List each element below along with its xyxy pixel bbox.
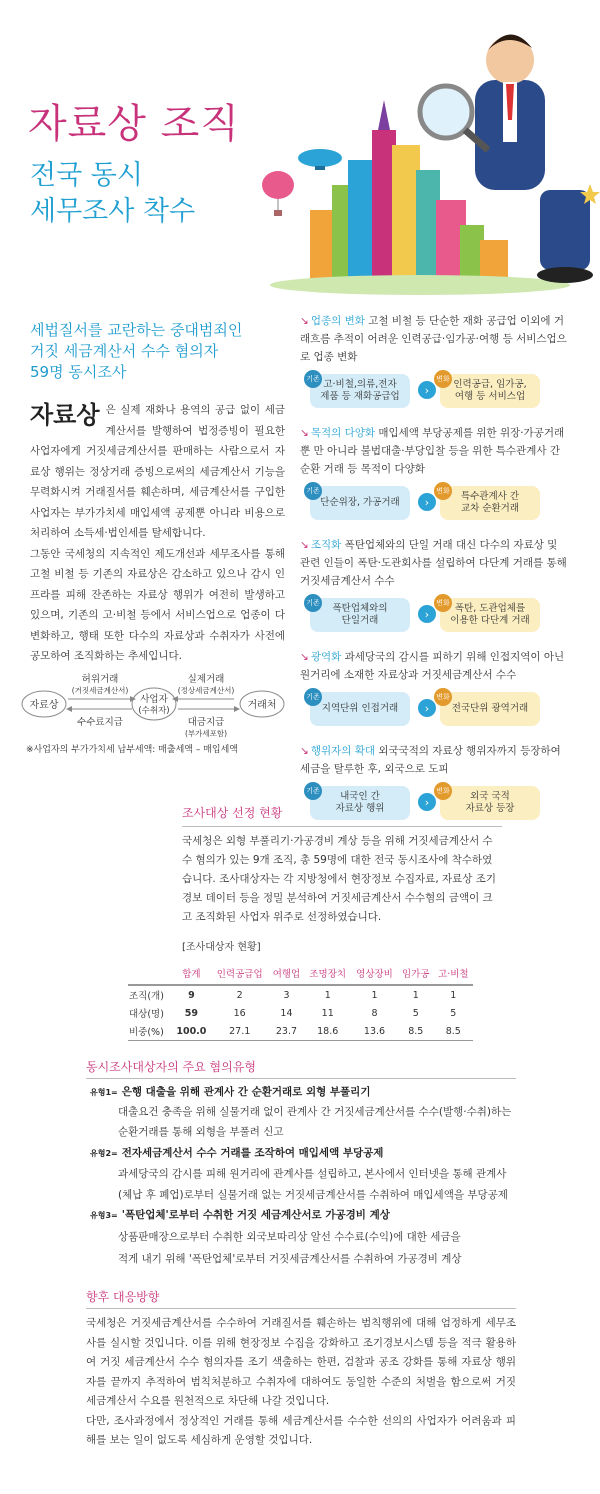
change-key: 목적의 다양화 xyxy=(310,427,376,439)
after-box xyxy=(436,374,540,408)
change-heading xyxy=(300,536,570,590)
table-cell: 59 xyxy=(184,1007,198,1019)
flow-node-left-label: 자료상 xyxy=(29,700,59,711)
divider xyxy=(86,1308,516,1309)
flow-node-mid-label-1: 사업자 xyxy=(140,694,168,705)
selection-title: 조사대상 선정 현황 xyxy=(182,806,283,820)
change-desc: 외국국적의 자료상 행위자까지 등장하여 세금을 탈루한 후, 외국으로 도피 xyxy=(300,745,561,775)
body-paragraph-2: 그동안 국세청의 지속적인 제도개선과 세무조사를 통해 고철 비철 등 기존의 자료상은 감소하고 있으나 감시 인프라를 피해 잔존하는 자료상 행위가 여전히 발생하고 있으며, 기존의 고·비철 등에서 서비스업으로 업종이 다변화하고, 행태 또한 다수의 자료상과 수취자가 사전에 공모하여 조직화하는 추세입니다. xyxy=(30,547,285,662)
table-cell: 8.5 xyxy=(398,1022,434,1041)
future-title: 향후 대응방향 xyxy=(86,1290,160,1304)
after-tag: 변화 xyxy=(434,782,452,800)
future-paragraph-2: 다만, 조사과정에서 정상적인 거래를 통해 세금계산서를 수수한 선의의 사업자가 어려움과 피해를 보는 일이 없도록 세심하게 운영할 것입니다. xyxy=(86,1414,516,1446)
table-cell: 비중(%) xyxy=(128,1022,172,1041)
type-item-2 xyxy=(90,1143,520,1164)
table-cell: 23.7 xyxy=(269,1022,305,1041)
type-head: '폭탄업체'로부터 수취한 거짓 세금계산서로 가공경비 계상 xyxy=(121,1209,390,1221)
before-tag: 기존 xyxy=(304,782,322,800)
corner-arrow-icon: ↘ xyxy=(300,427,309,439)
after-box xyxy=(436,598,540,632)
table-header: 인력공급업 xyxy=(216,969,263,980)
flow-node-right-label: 거래처 xyxy=(247,700,277,711)
blimp-icon xyxy=(298,149,342,170)
type-item-1 xyxy=(90,1082,520,1103)
after-box xyxy=(436,486,540,520)
flow-sub-fake: (거짓세금계산서) xyxy=(71,686,129,695)
change-heading xyxy=(300,742,570,778)
change-compare-row xyxy=(306,484,570,526)
flow-sub-payment: (부가세포함) xyxy=(184,729,228,738)
page-title: 자료상 조직 xyxy=(28,101,240,147)
after-box xyxy=(436,692,540,726)
type-head: 전자세금계산서 수수 거래를 조작하여 매입세액 부당공제 xyxy=(121,1147,384,1159)
table-header xyxy=(128,962,172,985)
table-row xyxy=(128,985,473,1004)
table-header: 여행업 xyxy=(272,969,301,980)
balloon-icon xyxy=(262,171,294,216)
corner-arrow-icon: ↘ xyxy=(300,315,309,327)
change-compare-row xyxy=(306,596,570,638)
change-heading xyxy=(300,648,570,684)
arrow-right-icon: › xyxy=(418,699,436,717)
future-paragraph-1: 국세청은 거짓세금계산서를 수수하여 거래질서를 훼손하는 범칙행위에 대해 엄정하게 세무조사를 실시할 것입니다. 이를 위해 현장정보 수집을 강화하고 조기경보시스템 등을 적극 활용하여 거짓 세금계산서 수수 혐의자를 조기 색출하는 한편, 검찰과 공조 강화를 통해 자료상 행위자를 끝까지 추적하여 범칙처분하고 수취자에 대하여도 동일한 수준의 처벌을 함으로써 거짓 세금계산서 수요를 원천적으로 차단해 나갈 것입니다. xyxy=(86,1317,516,1407)
before-tag: 기존 xyxy=(304,370,322,388)
flow-label-fake: 허위거래 xyxy=(81,674,119,685)
table-cell: 1 xyxy=(434,985,473,1004)
change-desc: 폭탄업체와의 단일 거래 대신 다수의 자료상 및 관련 인들이 폭탄·도관회사를 설립하여 다단계 거래를 통해 거짓세금계산서 수수 xyxy=(300,539,567,587)
change-compare-row xyxy=(306,372,570,414)
subtitle-line-1: 전국 동시 xyxy=(30,160,143,191)
type-desc-3a: 상품판매장으로부터 수취한 외국보따리상 알선 수수료(수익)에 대한 세금을 xyxy=(118,1231,461,1243)
body-paragraph-1: 은 실제 재화나 용역의 공급 없이 세금계산서를 발행하여 법정증빙이 필요한 사업자에게 거짓세금계산서를 판매하는 사람으로서 자료상 행위는 정상거래 증빙으로써의 세금계산서 기능을 무력화시켜 거래질서를 훼손하며, 세금계산서를 구입한 사업자는 부가가치세 매입세액 공제뿐 아니라 비용으로 처리하여 소득세·법인세를 탈세합니다. xyxy=(30,404,285,539)
table-cell: 9 xyxy=(172,985,211,1004)
future-text xyxy=(86,1314,516,1451)
type-desc-1a: 대출요건 충족을 위해 실물거래 없이 관계사 간 거짓세금계산서를 수수(발행·수취)하는 xyxy=(118,1106,512,1118)
table-cell: 5 xyxy=(450,1007,457,1019)
after-tag: 변화 xyxy=(434,370,452,388)
table-cell: 18.6 xyxy=(304,1022,351,1041)
table-cell: 100.0 xyxy=(172,1022,211,1041)
body-text xyxy=(30,400,285,667)
table-cell: 대상(명) xyxy=(129,1009,164,1020)
table-cell: 1 xyxy=(304,985,351,1004)
flow-label-fee: 수수료지급 xyxy=(77,717,123,728)
corner-arrow-icon: ↘ xyxy=(300,539,309,551)
after-tag: 변화 xyxy=(434,688,452,706)
type-label: 유형2= xyxy=(90,1149,118,1158)
type-desc-2a: 과세당국의 감시를 피해 원거리에 관계사를 설립하고, 본사에서 인터넷을 통해 관계사 xyxy=(118,1168,507,1180)
ground xyxy=(270,275,570,295)
lead-line-2: 거짓 세금계산서 수수 혐의자 xyxy=(30,342,219,360)
table-cell: 11 xyxy=(321,1007,334,1019)
corner-arrow-icon: ↘ xyxy=(300,651,309,663)
table-header: 임가공 xyxy=(401,969,430,980)
type-label: 유형1= xyxy=(90,1088,118,1097)
type-desc-1b: 순환거래를 통해 외형을 부풀려 신고 xyxy=(118,1126,284,1138)
flow-sub-real: (정상세금계산서) xyxy=(177,686,235,695)
target-table xyxy=(128,962,473,1041)
flow-note: ※사업자의 부가가치세 납부세액: 매출세액 – 매입세액 xyxy=(26,745,238,755)
subtitle-line-2: 세무조사 착수 xyxy=(30,196,196,227)
change-compare-row xyxy=(306,690,570,732)
before-text: 단순위장, 가공거래 xyxy=(320,497,400,508)
before-text: 고·비철,의류,전자 제품 등 재화공급업 xyxy=(320,379,400,402)
table-cell: 16 xyxy=(233,1007,246,1019)
flow-node-mid-label-2: (수취자) xyxy=(138,706,170,716)
table-cell: 8.5 xyxy=(434,1022,473,1041)
divider xyxy=(182,826,502,827)
table-cell: 1 xyxy=(351,985,398,1004)
change-key: 조직화 xyxy=(310,539,342,551)
before-box xyxy=(306,786,410,820)
type-desc-2b: (체납 후 폐업)로부터 실물거래 없는 거짓세금계산서를 수취하여 매입세액을 부당공제 xyxy=(118,1189,508,1201)
lead-line-3: 59명 동시조사 xyxy=(30,363,127,381)
change-compare-row xyxy=(306,784,570,826)
table-row xyxy=(128,1022,473,1041)
lead-heading xyxy=(30,320,280,383)
table-header: 고·비철 xyxy=(438,969,469,980)
table-cell: 2 xyxy=(211,985,269,1004)
table-cell: 14 xyxy=(280,1007,293,1019)
table-cell: 3 xyxy=(269,985,305,1004)
after-text: 폭탄, 도관업체를 이용한 다단계 거래 xyxy=(450,603,530,626)
divider xyxy=(86,1078,516,1079)
before-tag: 기존 xyxy=(304,688,322,706)
arrow-right-icon: › xyxy=(418,381,436,399)
table-caption: [조사대상자 현황] xyxy=(182,942,261,953)
corner-arrow-icon: ↘ xyxy=(300,745,309,757)
table-header: 영상장비 xyxy=(356,969,393,980)
dropcap: 자료상 xyxy=(30,400,100,429)
changes-column xyxy=(300,312,570,836)
change-key: 행위자의 확대 xyxy=(310,745,376,757)
table-cell: 13.6 xyxy=(351,1022,398,1041)
table-cell: 5 xyxy=(412,1007,419,1019)
table-header: 합계 xyxy=(182,969,201,980)
lead-line-1: 세법질서를 교란하는 중대범죄인 xyxy=(30,321,243,339)
flow-label-real: 실제거래 xyxy=(187,674,225,685)
change-key: 업종의 변화 xyxy=(310,315,365,327)
change-key: 광역화 xyxy=(310,651,342,663)
table-cell: 27.1 xyxy=(211,1022,269,1041)
selection-text: 국세청은 외형 부풀리기·가공경비 계상 등을 위해 거짓세금계산서 수수 혐의가 있는 9개 조직, 총 59명에 대한 전국 동시조사에 착수하였습니다. 조사대상자는 각 지방청에서 현장정보 수집자료, 자료상 조기경보 데이터 등을 정밀 분석하여 거짓세금계산서 수수혐의 금액이 크고 조직화된 사업자 위주로 선정하였습니다. xyxy=(182,835,497,923)
hero-illustration xyxy=(260,10,600,300)
before-tag: 기존 xyxy=(304,594,322,612)
after-text: 외국 국적 자료상 등장 xyxy=(465,791,515,814)
before-box xyxy=(306,374,410,408)
table-row xyxy=(128,1004,473,1022)
before-text: 폭탄업체와의 단일거래 xyxy=(332,603,388,626)
table-cell: 8 xyxy=(371,1007,378,1019)
after-box xyxy=(436,786,540,820)
type-head: 은행 대출을 위해 관계사 간 순환거래로 외형 부풀리기 xyxy=(121,1086,371,1098)
change-desc: 과세당국의 감시를 피하기 위해 인접지역이 아닌 원거리에 소재한 자료상과 거짓세금계산서 수수 xyxy=(300,651,565,681)
flow-diagram xyxy=(20,672,285,752)
flow-label-payment: 대금지급 xyxy=(187,717,225,728)
after-tag: 변화 xyxy=(434,482,452,500)
type-label: 유형3= xyxy=(90,1211,118,1220)
after-text: 인력공급, 임가공, 여행 등 서비스업 xyxy=(453,379,527,402)
after-text: 전국단위 광역거래 xyxy=(451,703,529,714)
type-item-3 xyxy=(90,1205,520,1226)
arrow-right-icon: › xyxy=(418,793,436,811)
arrow-right-icon: › xyxy=(418,605,436,623)
table-cell: 1 xyxy=(398,985,434,1004)
before-text: 내국인 간 자료상 행위 xyxy=(335,791,385,814)
page-subtitle xyxy=(30,158,195,230)
before-tag: 기존 xyxy=(304,482,322,500)
change-heading xyxy=(300,424,570,478)
before-text: 지역단위 인접거래 xyxy=(321,703,399,714)
types-title: 동시조사대상자의 주요 혐의유형 xyxy=(86,1060,256,1074)
after-tag: 변화 xyxy=(434,594,452,612)
arrow-right-icon: › xyxy=(418,493,436,511)
before-box xyxy=(306,598,410,632)
change-desc: 고철 비철 등 단순한 재화 공급업 이외에 거래흐름 추적이 어려운 인력공급·임가공·여행 등 서비스업으로 업종 변화 xyxy=(300,315,567,363)
before-box xyxy=(306,486,410,520)
table-header-row xyxy=(128,962,473,985)
change-desc: 매입세액 부당공제를 위한 위장·가공거래 뿐 만 아니라 불법대출·부당입찰 등을 위한 특수관계사 간 순환 거래 등 목적이 다양화 xyxy=(300,427,565,475)
type-desc-3b: 적게 내기 위해 '폭탄업체'로부터 거짓세금계산서를 수취하여 가공경비 계상 xyxy=(118,1253,462,1265)
table-header: 조명장치 xyxy=(309,969,347,980)
after-text: 특수관계사 간 교차 순환거래 xyxy=(460,491,520,514)
before-box xyxy=(306,692,410,726)
change-heading xyxy=(300,312,570,366)
table-cell: 조직(개) xyxy=(128,985,172,1004)
